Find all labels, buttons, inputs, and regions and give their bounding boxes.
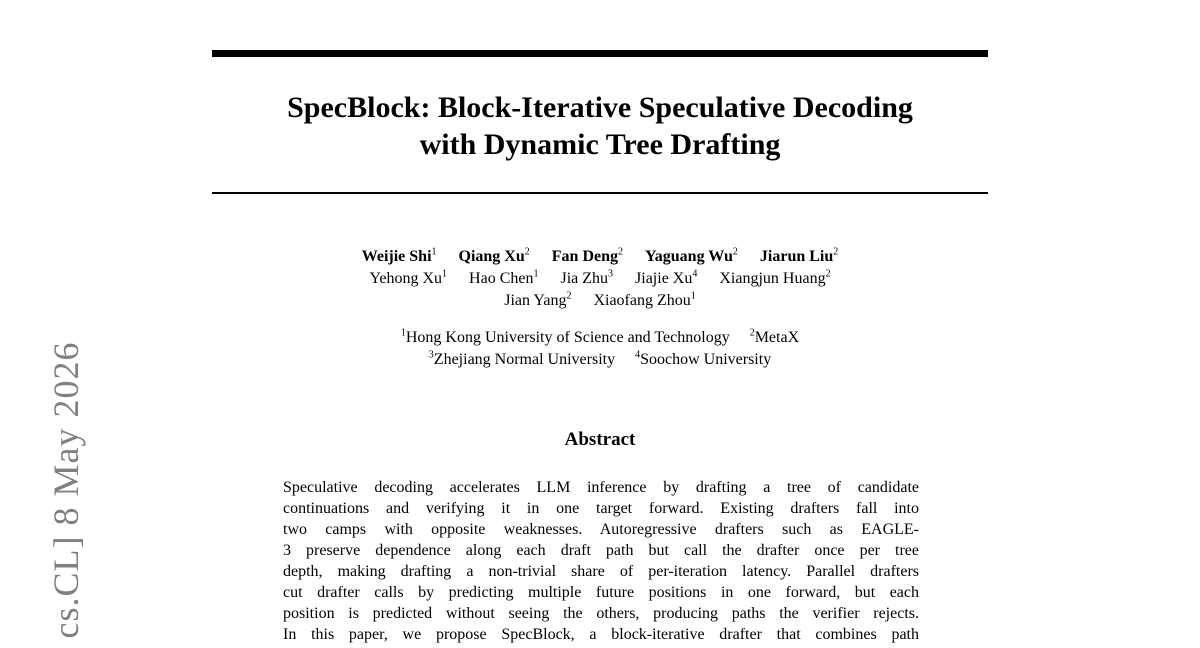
affiliation-marker: 2: [618, 246, 623, 258]
affiliation: [401, 329, 730, 346]
author-name: [362, 248, 437, 265]
affiliation-name: Soochow University: [640, 351, 772, 368]
affiliation-marker: 3: [608, 268, 614, 280]
author-name-text: Jian Yang: [504, 292, 567, 309]
affiliation-marker: 1: [442, 268, 448, 280]
author-name-text: Jia Zhu: [560, 270, 609, 287]
affiliation: [750, 329, 799, 346]
affiliation-marker: 1: [533, 268, 539, 280]
author-name: [635, 270, 697, 287]
affiliation-marker: 4: [635, 349, 641, 361]
author-name-text: Hao Chen: [469, 270, 534, 287]
top-rule: [212, 50, 988, 57]
affiliation-marker: 1: [400, 327, 406, 339]
author-name: [369, 270, 447, 287]
affiliation-marker: 3: [428, 349, 434, 361]
affiliation-line: [212, 327, 988, 349]
affiliation-name: Hong Kong University of Science and Technology: [405, 329, 730, 346]
affiliation-block: [212, 327, 988, 371]
abstract-line: position is predicted without seeing the others, producing paths the verifier rejects.: [283, 605, 919, 622]
title-line: SpecBlock: Block-Iterative Speculative Decoding: [287, 91, 913, 124]
affiliation-marker: 2: [833, 246, 839, 258]
author-name-text: Weijie Shi: [361, 248, 432, 265]
affiliation-marker: 1: [431, 246, 437, 258]
author-line: [212, 290, 988, 312]
affiliation-marker: 2: [566, 290, 572, 302]
author-name-text: Jiarun Liu: [759, 248, 834, 265]
abstract-line: continuations and verifying it in one target forward. Existing drafters fall into: [283, 500, 919, 517]
author-name-text: Qiang Xu: [458, 248, 525, 265]
abstract-line: depth, making drafting a non-trivial share of per-iteration latency. Parallel drafters: [283, 563, 919, 580]
author-name-text: Xiangjun Huang: [719, 270, 826, 287]
title-line: with Dynamic Tree Drafting: [419, 128, 781, 161]
author-name-text: Yaguang Wu: [645, 248, 733, 265]
author-name-text: Yehong Xu: [369, 270, 443, 287]
affiliation-marker: 1: [690, 290, 696, 302]
arxiv-stamp: cs.CL] 8 May 2026: [46, 341, 86, 639]
author-name-text: Jiajie Xu: [635, 270, 693, 287]
abstract-line: cut drafter calls by predicting multiple future positions in one forward, but each: [283, 584, 919, 601]
abstract-line: two camps with opposite weaknesses. Autoregressive drafters such as EAGLE-: [283, 521, 919, 538]
affiliation-marker: 2: [732, 246, 738, 258]
author-name-text: Fan Deng: [551, 248, 618, 265]
author-line: [212, 246, 988, 268]
author-name: [593, 292, 695, 309]
author-name: [645, 248, 738, 265]
affiliation-marker: 2: [524, 246, 530, 258]
title-rule: [212, 192, 988, 194]
affiliation: [635, 351, 771, 368]
author-name: [459, 248, 530, 265]
abstract-body: [283, 477, 919, 645]
abstract-line: 3 preserve dependence along each draft path but call the drafter once per tree: [283, 542, 919, 559]
author-name-text: Xiaofang Zhou: [593, 292, 691, 309]
author-name: [719, 270, 830, 287]
author-name: [552, 248, 623, 265]
author-block: [212, 246, 988, 312]
abstract-line: Speculative decoding accelerates LLM inference by drafting a tree of candidate: [283, 479, 919, 496]
abstract-line: In this paper, we propose SpecBlock, a block-iterative drafter that combines path: [283, 626, 919, 643]
author-name: [760, 248, 838, 265]
abstract-heading: Abstract: [564, 429, 636, 450]
author-name: [560, 270, 613, 287]
author-name: [504, 292, 571, 309]
affiliation-marker: 4: [692, 268, 698, 280]
affiliation-line: [212, 349, 988, 371]
affiliation-name: MetaX: [754, 329, 800, 346]
author-line: [212, 268, 988, 290]
affiliation-name: Zhejiang Normal University: [433, 351, 616, 368]
paper-title: [212, 89, 988, 163]
affiliation-marker: 2: [749, 327, 755, 339]
author-name: [469, 270, 538, 287]
affiliation: [429, 351, 615, 368]
affiliation-marker: 2: [825, 268, 831, 280]
